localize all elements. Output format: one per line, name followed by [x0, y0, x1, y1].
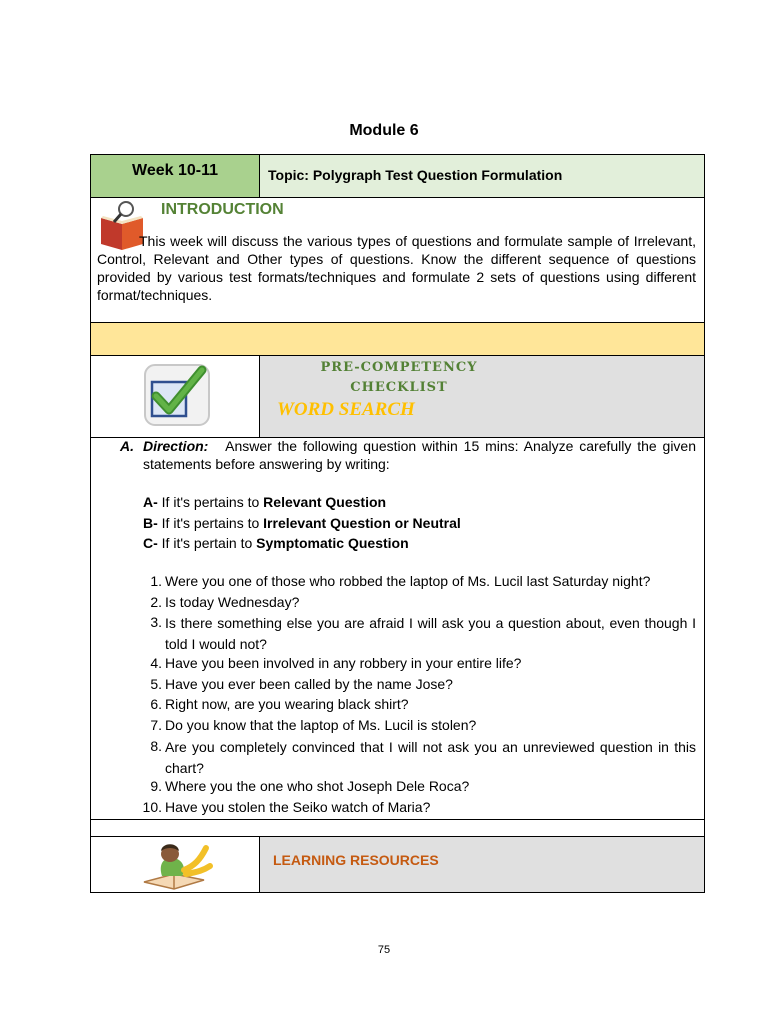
question-text: Is today Wednesday?: [165, 594, 300, 610]
question-number: 7.: [150, 717, 162, 733]
question-number: 8.: [150, 738, 162, 754]
question-text: Is there something else you are afraid I will ask you a question about, even though I told I would not?: [165, 615, 696, 652]
option-b: B- If it's pertains to Irrelevant Question or Neutral: [143, 515, 461, 531]
question-number: 6.: [150, 696, 162, 712]
option-c: C- If it's pertain to Symptomatic Question: [143, 535, 409, 551]
question-number: 2.: [150, 594, 162, 610]
module-title: Module 6: [349, 122, 419, 139]
checkbox-checked-icon: [142, 360, 212, 428]
question-number: 4.: [150, 655, 162, 671]
question-number: 10.: [142, 799, 162, 815]
question-text: Right now, are you wearing black shirt?: [165, 696, 409, 712]
question-text: Are you completely convinced that I will not ask you an unreviewed question in this chart?: [165, 739, 696, 776]
question-number: 5.: [150, 676, 162, 692]
reading-student-icon: [140, 836, 215, 892]
spacer-row: [90, 819, 705, 837]
topic-cell: Topic: Polygraph Test Question Formulation: [259, 154, 705, 198]
question-number: 1.: [150, 573, 162, 589]
direction-label: Direction:: [143, 438, 209, 454]
week-cell: Week 10-11: [90, 154, 260, 198]
question-text: Were you one of those who robbed the laptop of Ms. Lucil last Saturday night?: [165, 573, 651, 589]
question-text: Do you know that the laptop of Ms. Lucil is stolen?: [165, 717, 477, 733]
question-text: Have you stolen the Seiko watch of Maria?: [165, 799, 431, 815]
question-number: 3.: [150, 614, 162, 630]
introduction-text: This week will discuss the various types of questions and formulate sample of Irrelevant, Control, Relevant and Other types of questions. Know the different sequence of questions provided by various test formats/techniques and formulate 2 sets of questions using different format/techniques.: [97, 233, 696, 303]
question-text: Have you been involved in any robbery in your entire life?: [165, 655, 522, 671]
option-a: A- If it's pertains to Relevant Question: [143, 494, 387, 510]
checklist-title: CHECKLIST: [350, 380, 448, 395]
pre-competency-title: PRE-COMPETENCY: [320, 360, 478, 375]
direction-block: [120, 437, 696, 473]
word-search-title: WORD SEARCH: [277, 399, 415, 420]
page-number: 75: [377, 944, 391, 956]
question-text: Have you ever been called by the name Jose?: [165, 676, 453, 692]
direction-text: Answer the following question within 15 mins: Analyze carefully the given statements before answering by writing:: [143, 438, 696, 472]
question-number: 9.: [150, 778, 162, 794]
yellow-band: [90, 322, 705, 356]
introduction-heading: INTRODUCTION: [161, 201, 284, 218]
direction-marker: A.: [120, 438, 134, 454]
question-text: Where you the one who shot Joseph Dele Roca?: [165, 778, 470, 794]
learning-resources-heading: LEARNING RESOURCES: [273, 852, 439, 868]
